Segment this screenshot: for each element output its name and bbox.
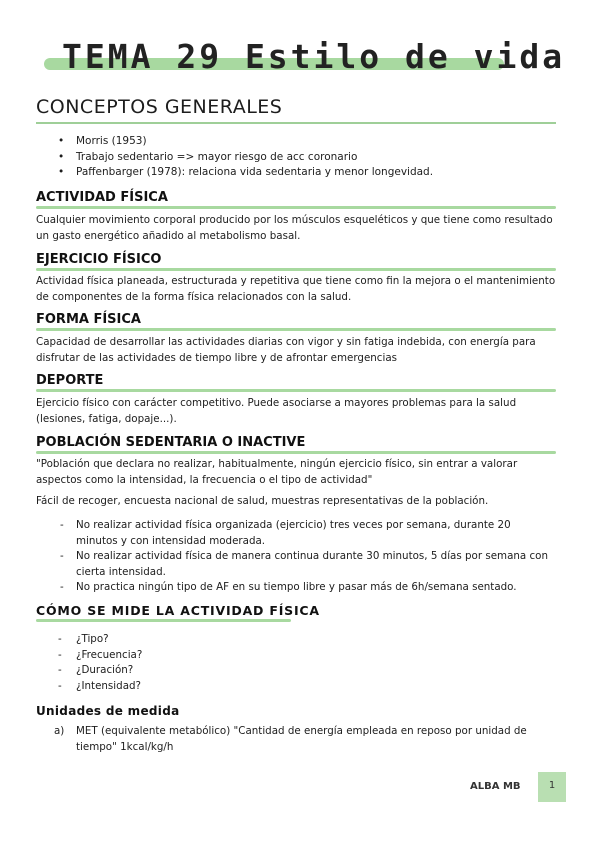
general-heading: CONCEPTOS GENERALES <box>36 96 283 118</box>
section-heading-deporte: DEPORTE <box>36 373 104 388</box>
section-underline <box>36 206 556 209</box>
section-underline <box>36 328 556 331</box>
page-number-box <box>538 772 566 802</box>
list-item-label: a) <box>54 725 65 737</box>
list-item: • Trabajo sedentario => mayor riesgo de acc coronario <box>58 150 433 166</box>
section-heading-poblacion: POBLACIÓN SEDENTARIA O INACTIVE <box>36 435 306 450</box>
section-heading-forma-fisica: FORMA FÍSICA <box>36 312 141 327</box>
list-item: • Paffenbarger (1978): relaciona vida sedentaria y menor longevidad. <box>58 165 433 181</box>
section-underline <box>36 451 556 454</box>
general-bullets <box>58 134 433 181</box>
section-text-actividad-fisica: Cualquier movimiento corporal producido por los músculos esqueléticos y que tiene como resultado un gasto energético añadido al metabolismo basal. <box>36 214 553 242</box>
unidades-list <box>54 724 554 755</box>
list-item <box>54 724 554 755</box>
section-heading-actividad-fisica: ACTIVIDAD FÍSICA <box>36 190 168 205</box>
page-title: TEMA 29 Estilo de vida <box>62 37 566 76</box>
poblacion-criteria-list <box>60 518 550 596</box>
list-item: - ¿Intensidad? <box>58 679 548 695</box>
page-number: 1 <box>548 780 556 791</box>
list-item: - ¿Frecuencia? <box>58 648 548 664</box>
list-item: - No practica ningún tipo de AF en su tiempo libre y pasar más de 6h/semana sentado. <box>60 580 550 596</box>
list-item: - No realizar actividad física organizada (ejercicio) tres veces por semana, durante 20 minutos y con intensidad moderada. <box>60 518 550 549</box>
poblacion-note: Fácil de recoger, encuesta nacional de salud, muestras representativas de la población. <box>36 495 489 507</box>
general-underline <box>36 122 556 124</box>
subheading-unidades: Unidades de medida <box>36 704 180 718</box>
section-text-forma-fisica: Capacidad de desarrollar las actividades diarias con vigor y sin fatiga indebida, con energía para disfrutar de las actividades de tiempo libre y de afrontar emergencias <box>36 336 536 364</box>
list-item-text: MET (equivalente metabólico) "Cantidad de energía empleada en reposo por unidad de tiempo" 1kcal/kg/h <box>76 725 527 753</box>
list-item: • Morris (1953) <box>58 134 433 150</box>
mide-questions-list <box>58 632 548 694</box>
section-text-deporte: Ejercicio físico con carácter competitivo. Puede asociarse a mayores problemas para la salud (lesiones, fatiga, dopaje...). <box>36 397 517 425</box>
section-text-ejercicio-fisico: Actividad física planeada, estructurada y repetitiva que tiene como fin la mejora o el mantenimiento de componentes de la forma física relacionados con la salud. <box>36 275 556 303</box>
section-underline <box>36 619 291 622</box>
section-heading-como-se-mide: CÓMO SE MIDE LA ACTIVIDAD FÍSICA <box>36 603 320 618</box>
section-underline <box>36 268 556 271</box>
footer-author: ALBA MB <box>470 781 521 792</box>
list-item: - ¿Tipo? <box>58 632 548 648</box>
section-heading-ejercicio-fisico: EJERCICIO FÍSICO <box>36 252 162 267</box>
poblacion-quote: "Población que declara no realizar, habitualmente, ningún ejercicio físico, sin entrar a valorar aspectos como la intensidad, la frecuencia o el tipo de actividad" <box>36 458 518 486</box>
list-item: - No realizar actividad física de manera continua durante 30 minutos, 5 días por semana con cierta intensidad. <box>60 549 550 580</box>
list-item: - ¿Duración? <box>58 663 548 679</box>
section-underline <box>36 389 556 392</box>
